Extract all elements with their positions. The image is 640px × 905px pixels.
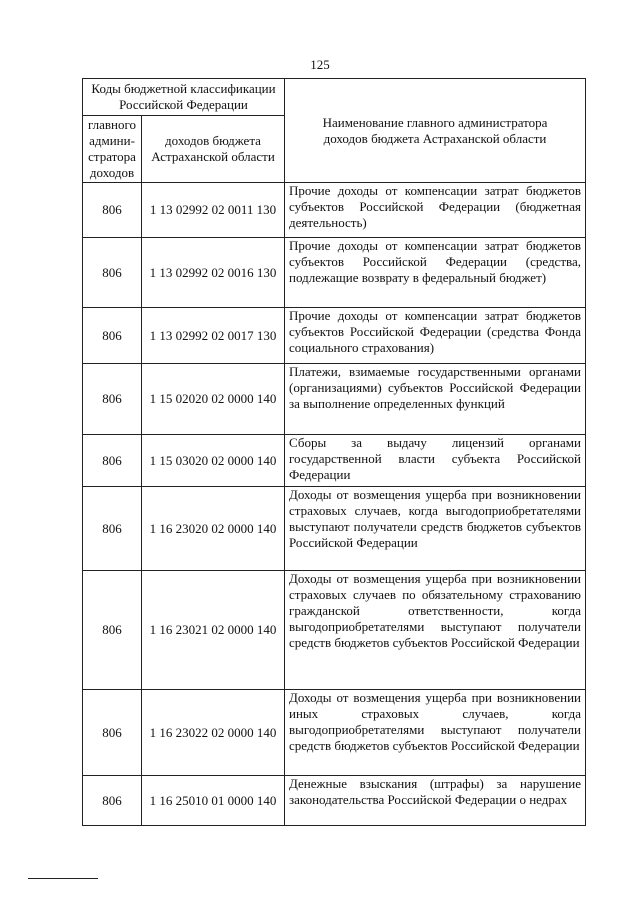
budget-classification-table	[82, 78, 586, 826]
income-code-cell: 1 16 23020 02 0000 140	[142, 487, 285, 571]
income-code-cell: 1 15 03020 02 0000 140	[142, 435, 285, 487]
income-code-cell: 1 15 02020 02 0000 140	[142, 364, 285, 435]
income-name-cell: Платежи, взимаемые государственными органами (организациями) субъектов Российской Федерации за выполнение определенных функций	[285, 364, 586, 435]
header-main-admin: главного админи-стратора доходов	[83, 116, 142, 183]
table-row	[83, 487, 586, 571]
table-header	[83, 79, 586, 183]
admin-code-cell: 806	[83, 776, 142, 826]
income-name-cell: Доходы от возмещения ущерба при возникновении иных страховых случаев, когда выгодоприобретателями выступают получатели средств бюджетов субъектов Российской Федерации	[285, 690, 586, 776]
header-codes-group: Коды бюджетной классификации Российской Федерации	[83, 79, 285, 116]
income-code-cell: 1 13 02992 02 0017 130	[142, 308, 285, 364]
table-row	[83, 571, 586, 690]
income-code-cell: 1 16 25010 01 0000 140	[142, 776, 285, 826]
table-row	[83, 690, 586, 776]
table-row	[83, 238, 586, 308]
income-name-cell: Прочие доходы от компенсации затрат бюджетов субъектов Российской Федерации (средства, подлежащие возврату в федеральный бюджет)	[285, 238, 586, 308]
header-income-code: доходов бюджета Астраханской области	[142, 116, 285, 183]
table-row	[83, 364, 586, 435]
table-row	[83, 435, 586, 487]
admin-code-cell: 806	[83, 238, 142, 308]
table-row	[83, 183, 586, 238]
admin-code-cell: 806	[83, 183, 142, 238]
table-row	[83, 308, 586, 364]
admin-code-cell: 806	[83, 487, 142, 571]
income-code-cell: 1 16 23021 02 0000 140	[142, 571, 285, 690]
admin-code-cell: 806	[83, 364, 142, 435]
admin-code-cell: 806	[83, 308, 142, 364]
admin-code-cell: 806	[83, 435, 142, 487]
page-number: 125	[310, 57, 330, 72]
income-code-cell: 1 16 23022 02 0000 140	[142, 690, 285, 776]
income-name-cell: Прочие доходы от компенсации затрат бюджетов субъектов Российской Федерации (средства Фонда социального страхования)	[285, 308, 586, 364]
income-name-cell: Доходы от возмещения ущерба при возникновении страховых случаев, когда выгодоприобретателями выступают получатели средств бюджетов субъектов Российской Федерации	[285, 487, 586, 571]
admin-code-cell: 806	[83, 571, 142, 690]
admin-code-cell: 806	[83, 690, 142, 776]
income-name-cell: Сборы за выдачу лицензий органами государственной власти субъекта Российской Федерации	[285, 435, 586, 487]
income-code-cell: 1 13 02992 02 0011 130	[142, 183, 285, 238]
table-row	[83, 776, 586, 826]
income-code-cell: 1 13 02992 02 0016 130	[142, 238, 285, 308]
header-admin-name: Наименование главного администратора доходов бюджета Астраханской области	[285, 79, 586, 183]
income-name-cell: Доходы от возмещения ущерба при возникновении страховых случаев по обязательному страхованию гражданской ответственности, когда выгодоприобретателями выступают получатели средств бюджетов субъектов Российской Федерации	[285, 571, 586, 690]
income-name-cell: Прочие доходы от компенсации затрат бюджетов субъектов Российской Федерации (бюджетная деятельность)	[285, 183, 586, 238]
income-name-cell: Денежные взыскания (штрафы) за нарушение законодательства Российской Федерации о недрах	[285, 776, 586, 826]
footnote-separator	[28, 878, 98, 879]
